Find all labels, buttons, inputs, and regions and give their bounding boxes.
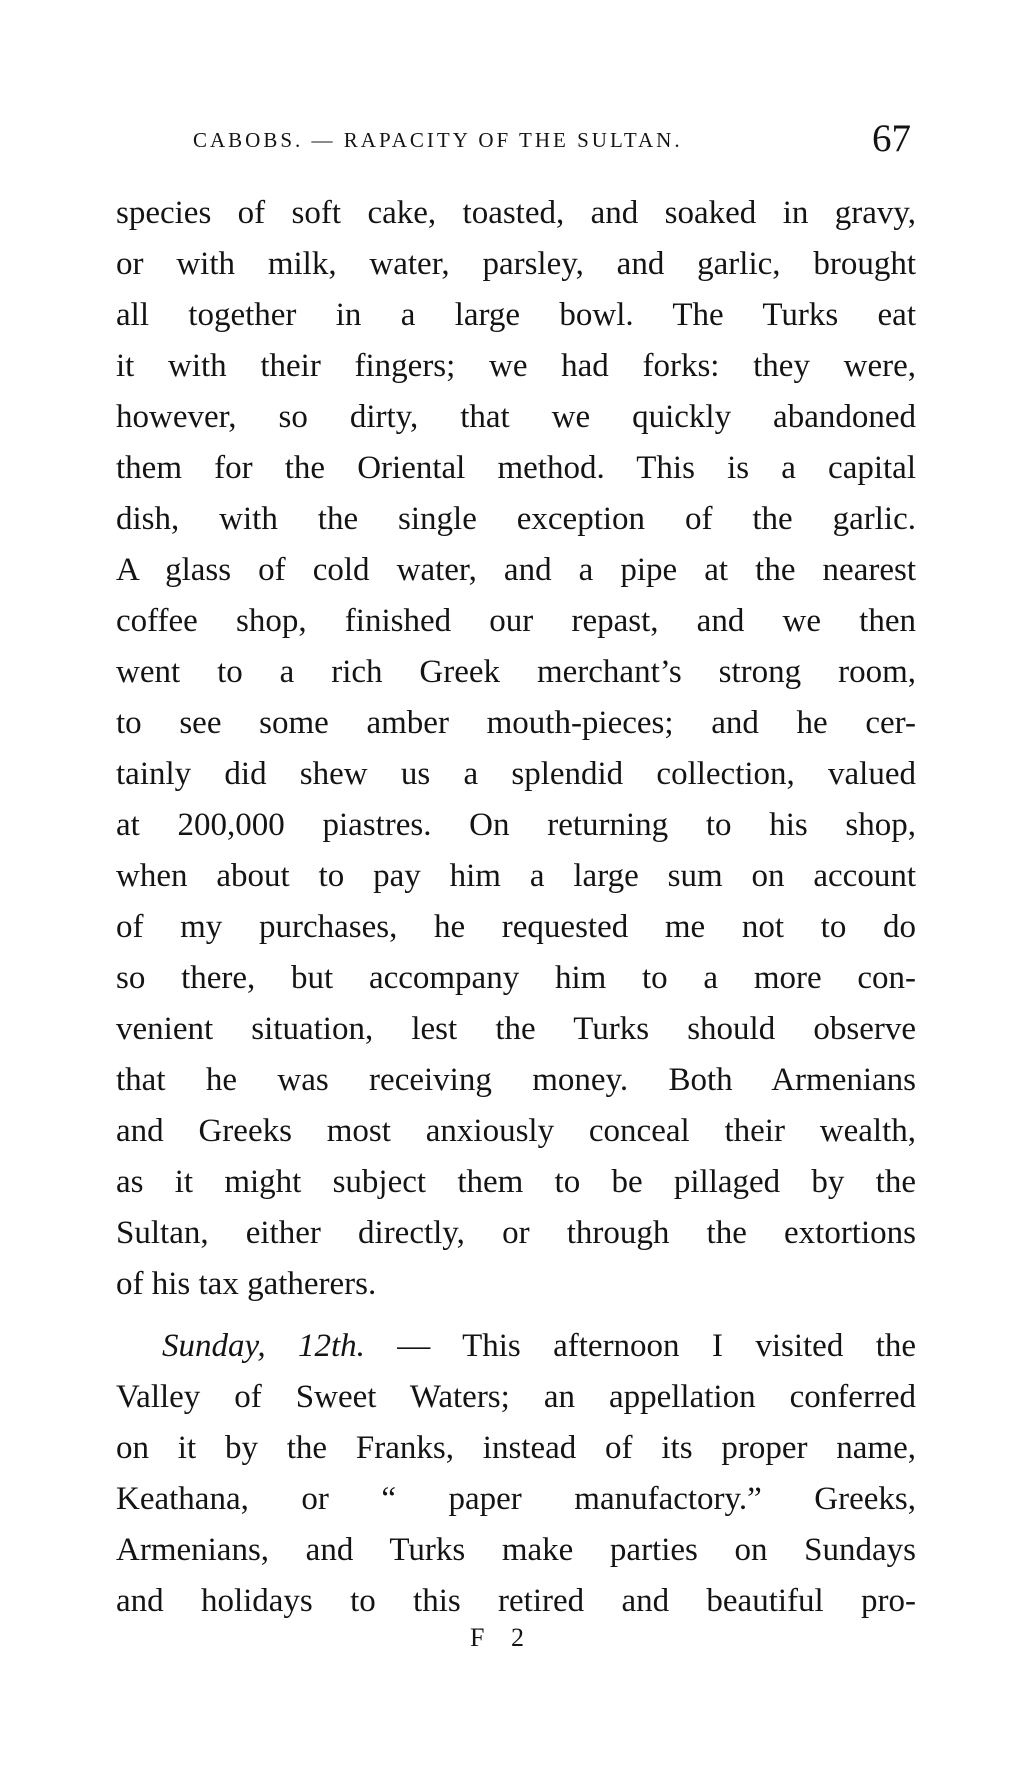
text-line: all together in a large bowl. The Turks eat [116,297,916,333]
text-line: as it might subject them to be pillaged by the [116,1164,916,1200]
text-line: Valley of Sweet Waters; an appellation conferred [116,1379,916,1415]
text-line: species of soft cake, toasted, and soaked in gravy, [116,195,916,231]
text-line: went to a rich Greek merchant’s strong room, [116,654,916,690]
text-line: when about to pay him a large sum on account [116,858,916,894]
text-line: to see some amber mouth-pieces; and he cer- [116,705,916,741]
text-line: however, so dirty, that we quickly abandoned [116,399,916,435]
text-line: it with their fingers; we had forks: they were, [116,348,916,384]
paragraph-2 [116,1321,916,1627]
entry-date: Sunday, 12th. [162,1328,365,1364]
text-line: tainly did shew us a splendid collection, valued [116,756,916,792]
text-line: and holidays to this retired and beautiful pro- [116,1583,916,1619]
text-line: at 200,000 piastres. On returning to his shop, [116,807,916,843]
running-title: CABOBS. — RAPACITY OF THE SULTAN. [193,128,683,152]
entry-opening: — This afternoon I visited the [397,1328,917,1364]
paragraph-1 [116,188,916,1310]
text-line: that he was receiving money. Both Armenians [116,1062,916,1098]
text-line: and Greeks most anxiously conceal their wealth, [116,1113,916,1149]
text-line: venient situation, lest the Turks should observe [116,1011,916,1047]
text-line: of my purchases, he requested me not to do [116,909,916,945]
text-line: of his tax gatherers. [116,1266,377,1302]
text-line: or with milk, water, parsley, and garlic, brought [116,246,916,282]
text-line: on it by the Franks, instead of its proper name, [116,1430,916,1466]
text-line: A glass of cold water, and a pipe at the nearest [116,552,916,588]
page-number: 67 [872,117,911,160]
signature-mark: F 2 [470,1623,534,1652]
body-text [116,188,916,1627]
text-line: Armenians, and Turks make parties on Sundays [116,1532,916,1568]
text-line: so there, but accompany him to a more con- [116,960,916,996]
text-line: Sultan, either directly, or through the extortions [116,1215,916,1251]
text-line: them for the Oriental method. This is a capital [116,450,916,486]
text-line: coffee shop, finished our repast, and we then [116,603,916,639]
text-line: Keathana, or “ paper manufactory.” Greeks, [116,1481,916,1517]
text-line-dated [116,1321,916,1372]
running-head [185,118,913,158]
text-line: dish, with the single exception of the garlic. [116,501,916,537]
